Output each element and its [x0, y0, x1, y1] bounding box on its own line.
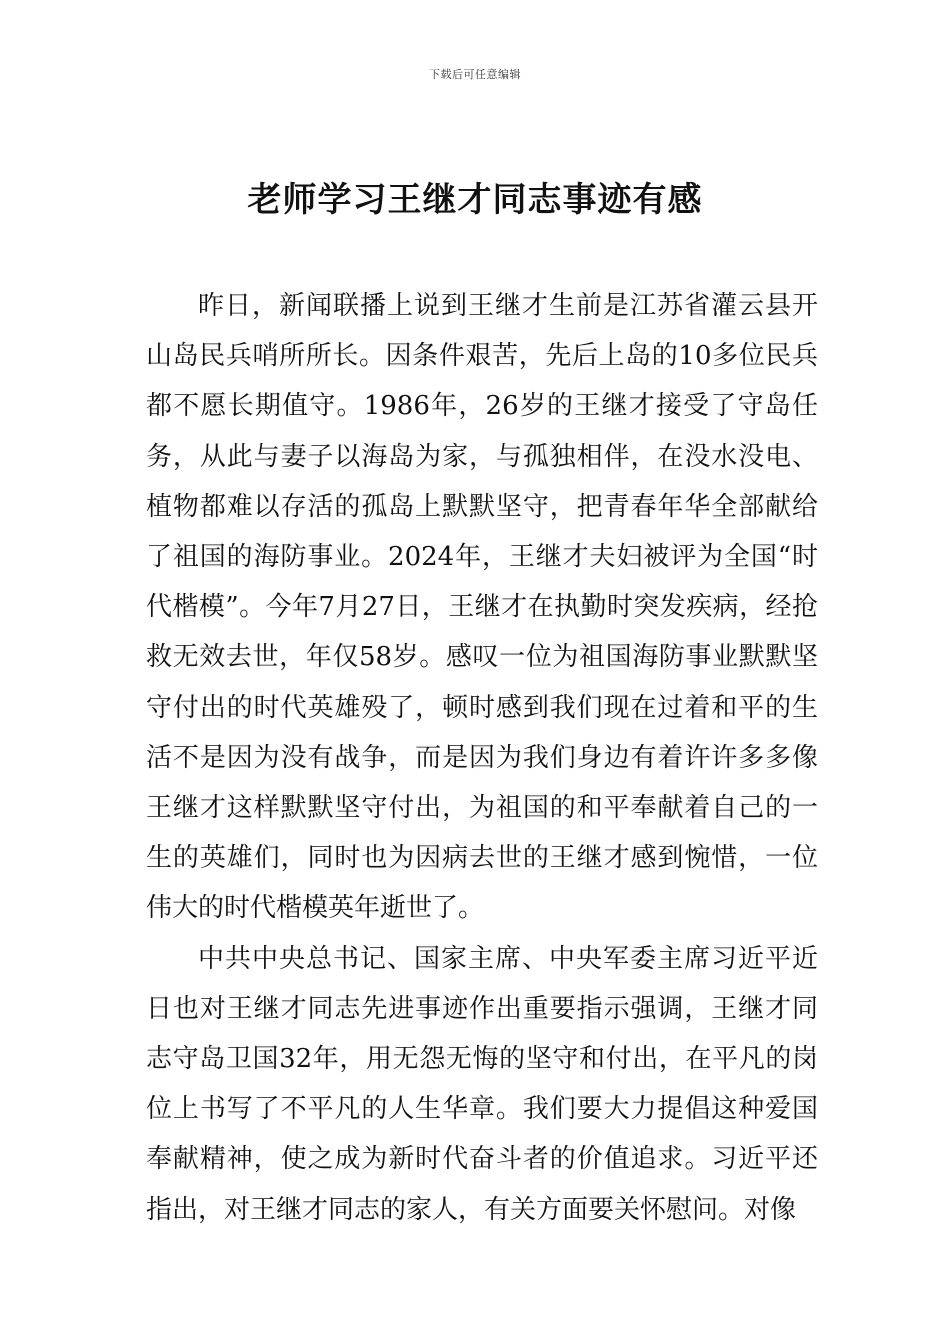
header-note: 下载后可任意编辑: [429, 68, 521, 81]
article-body: [146, 281, 818, 1235]
page-title: 老师学习王继才同志事迹有感: [247, 180, 703, 220]
paragraph: 昨日，新闻联播上说到王继才生前是江苏省灌云县开山岛民兵哨所所长。因条件艰苦，先后上岛的10多位民兵都不愿长期值守。1986年，26岁的王继才接受了守岛任务，从此与妻子以海岛为家，与孤独相伴，在没水没电、植物都难以存活的孤岛上默默坚守，把青春年华全部献给了祖国的海防事业。2024年，王继才夫妇被评为全国“时代楷模”。今年7月27日，王继才在执勤时突发疾病，经抢救无效去世，年仅58岁。感叹一位为祖国海防事业默默坚守付出的时代英雄殁了，顿时感到我们现在过着和平的生活不是因为没有战争，而是因为我们身边有着许许多多像王继才这样默默坚守付出，为祖国的和平奉献着自己的一生的英雄们，同时也为因病去世的王继才感到惋惜，一位伟大的时代楷模英年逝世了。: [146, 291, 818, 924]
paragraph: 中共中央总书记、国家主席、中央军委主席习近平近日也对王继才同志先进事迹作出重要指示强调，王继才同志守岛卫国32年，用无怨无悔的坚守和付出，在平凡的岗位上书写了不平凡的人生华章。我们要大力提倡这种爱国奉献精神，使之成为新时代奋斗者的价值追求。习近平还指出，对王继才同志的家人，有关方面要关怀慰问。对像: [146, 943, 818, 1225]
